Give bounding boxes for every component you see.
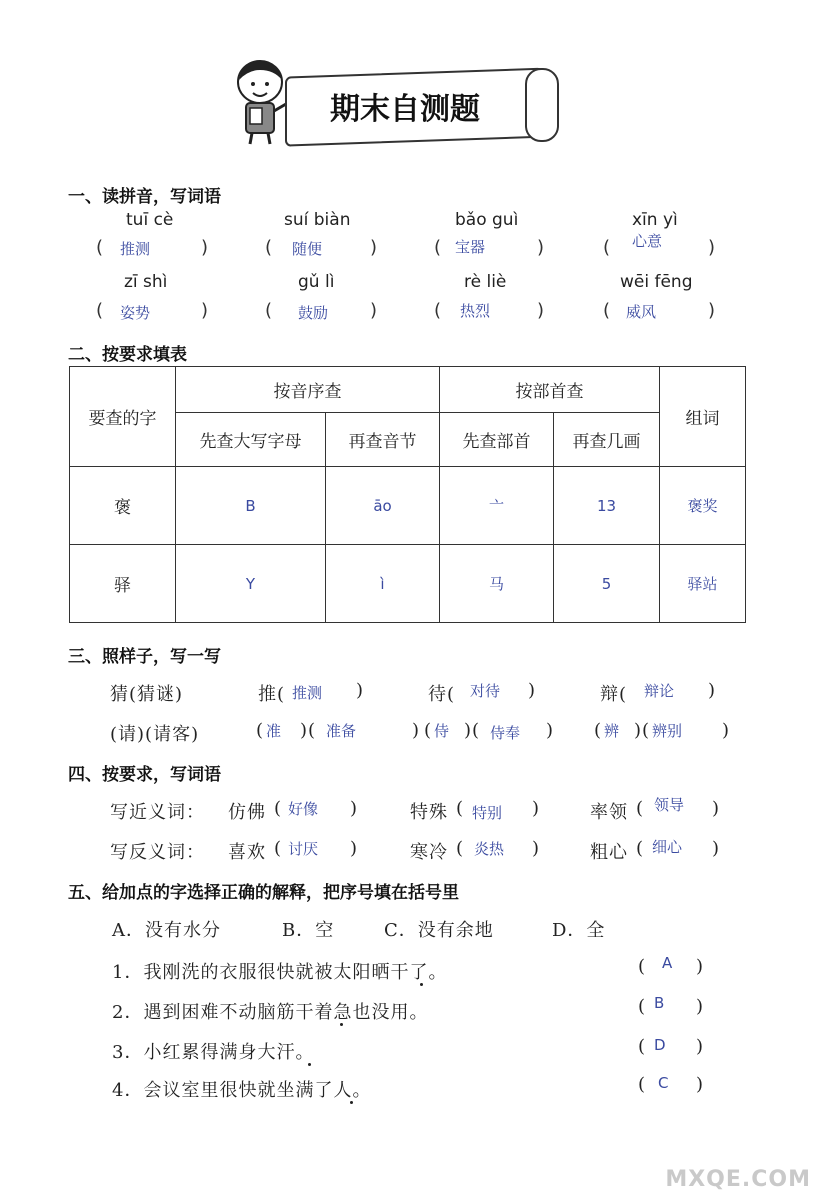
header-then-strokes: 再查几画 (554, 413, 660, 467)
question-1: 1．我刚洗的衣服很快就被太阳晒干了。 (112, 962, 448, 983)
answer-7: 热烈 (460, 302, 491, 320)
section-3-title: 三、照样子，写一写 (68, 647, 221, 667)
answer-box-3: ( ) (434, 237, 544, 258)
answer-box-4: ( ) (603, 237, 715, 258)
ant-3-box: ( ) (636, 838, 720, 859)
answer-box-7: ( ) (434, 300, 544, 321)
answer-box-1: ( ) (96, 237, 208, 258)
answer-1: 推测 (120, 240, 151, 258)
row2-word: 驿站 (660, 545, 746, 623)
answer-box-6: ( ) (265, 300, 377, 321)
item-3-1-answer: 推测 (292, 684, 323, 702)
answer-3: 宝器 (455, 238, 486, 256)
pinyin-8: wēi fēng (620, 272, 693, 292)
row1-word: 褒奖 (660, 467, 746, 545)
option-d: D．全 (552, 920, 606, 941)
q2-box: ( ) (638, 996, 704, 1017)
item-3-5-b: 侍奉 (490, 724, 521, 742)
syn-3-answer: 领导 (654, 796, 685, 814)
syn-2-word: 特殊 (410, 802, 448, 823)
row2-char: 驿 (70, 545, 176, 623)
item-3-3-answer: 辩论 (644, 682, 675, 700)
question-4: 4．会议室里很快就坐满了人。 (112, 1080, 372, 1101)
section-4-title: 四、按要求，写词语 (68, 765, 221, 785)
emphasis-dot-4 (350, 1101, 353, 1104)
pinyin-2: suí biàn (284, 210, 351, 230)
item-3-2-suffix: ) (528, 680, 537, 701)
option-b: B．空 (282, 920, 335, 941)
emphasis-dot-1 (420, 983, 423, 986)
header-by-radical: 按部首查 (440, 367, 660, 413)
example-2: (请)(请客) (110, 724, 200, 745)
header-first-letter: 先查大写字母 (176, 413, 326, 467)
ant-2-word: 寒冷 (410, 842, 448, 863)
ant-3-word: 粗心 (590, 842, 628, 863)
lookup-table (69, 366, 746, 623)
ant-1-box: ( ) (274, 838, 358, 859)
item-3-4-a: 准 (266, 722, 282, 740)
syn-1-word: 仿佛 (228, 802, 266, 823)
section-2-title: 二、按要求填表 (68, 345, 187, 365)
ant-3-answer: 细心 (652, 838, 683, 856)
option-c: C．没有余地 (384, 920, 494, 941)
row2-strokes: 5 (554, 545, 660, 623)
item-3-6-b: 辨别 (652, 722, 683, 740)
row1-radical: 亠 (440, 467, 554, 545)
syn-1-answer: 好像 (288, 800, 319, 818)
scroll-end-decoration (525, 68, 559, 142)
item-3-5-box: ( )( ) (424, 720, 554, 741)
pinyin-5: zī shì (124, 272, 168, 292)
ant-1-word: 喜欢 (228, 842, 266, 863)
answer-8: 威风 (626, 303, 657, 321)
item-3-3-prefix: 辩( (600, 684, 628, 705)
q4-answer: C (658, 1074, 669, 1092)
pinyin-3: bǎo guì (455, 210, 519, 230)
item-3-2-prefix: 待( (428, 684, 456, 705)
answer-box-2: ( ) (265, 237, 377, 258)
row1-letter: B (176, 467, 326, 545)
row1-strokes: 13 (554, 467, 660, 545)
row2-letter: Y (176, 545, 326, 623)
antonym-label: 写反义词： (110, 842, 205, 863)
header-words: 组词 (660, 367, 746, 467)
answer-5: 姿势 (120, 304, 151, 322)
emphasis-dot-2 (340, 1023, 343, 1026)
q1-box: ( ) (638, 956, 704, 977)
item-3-4-b: 准备 (326, 722, 357, 740)
item-3-1-suffix: ) (356, 680, 365, 701)
header-by-sound: 按音序查 (176, 367, 440, 413)
answer-6: 鼓励 (298, 304, 329, 322)
question-3: 3．小红累得满身大汗。 (112, 1042, 315, 1063)
item-3-1-prefix: 推( (258, 684, 286, 705)
syn-1-box: ( ) (274, 798, 358, 819)
row2-syllable: ì (326, 545, 440, 623)
row1-syllable: āo (326, 467, 440, 545)
pinyin-7: rè liè (464, 272, 507, 292)
syn-3-word: 率领 (590, 802, 628, 823)
item-3-6-a: 辨 (604, 722, 620, 740)
q3-answer: D (654, 1036, 666, 1054)
answer-box-8: ( ) (603, 300, 715, 321)
answer-box-5: ( ) (96, 300, 208, 321)
item-3-6-box: ( )( ) (594, 720, 730, 741)
ant-1-answer: 讨厌 (288, 840, 319, 858)
q4-box: ( ) (638, 1074, 704, 1095)
question-2: 2．遇到困难不动脑筋干着急也没用。 (112, 1002, 429, 1023)
row1-char: 褒 (70, 467, 176, 545)
row2-radical: 马 (440, 545, 554, 623)
q3-box: ( ) (638, 1036, 704, 1057)
section-5-title: 五、给加点的字选择正确的解释，把序号填在括号里 (68, 883, 459, 903)
item-3-4-box: ( )( ) (256, 720, 420, 741)
syn-2-box: ( ) (456, 798, 540, 819)
header-char: 要查的字 (70, 367, 176, 467)
ant-2-box: ( ) (456, 838, 540, 859)
emphasis-dot-3 (308, 1063, 311, 1066)
q1-answer: A (662, 954, 673, 972)
example-1: 猜(猜谜) (110, 684, 184, 705)
header-first-radical: 先查部首 (440, 413, 554, 467)
item-3-2-answer: 对待 (470, 682, 501, 700)
site-watermark: MXQE.COM (665, 1167, 811, 1192)
page-title: 期末自测题 (330, 92, 480, 127)
pinyin-4: xīn yì (632, 210, 678, 230)
syn-2-answer: 特别 (472, 804, 503, 822)
answer-2: 随便 (292, 240, 323, 258)
pinyin-6: gǔ lì (298, 272, 335, 292)
ant-2-answer: 炎热 (474, 840, 505, 858)
item-3-5-a: 侍 (434, 722, 450, 740)
header-then-syllable: 再查音节 (326, 413, 440, 467)
q2-answer: B (654, 994, 665, 1012)
pinyin-1: tuī cè (126, 210, 174, 230)
syn-3-box: ( ) (636, 798, 720, 819)
item-3-3-suffix: ) (708, 680, 717, 701)
section-1-title: 一、读拼音，写词语 (68, 187, 221, 207)
option-a: A．没有水分 (112, 920, 221, 941)
answer-4: 心意 (632, 232, 663, 250)
synonym-label: 写近义词： (110, 802, 205, 823)
